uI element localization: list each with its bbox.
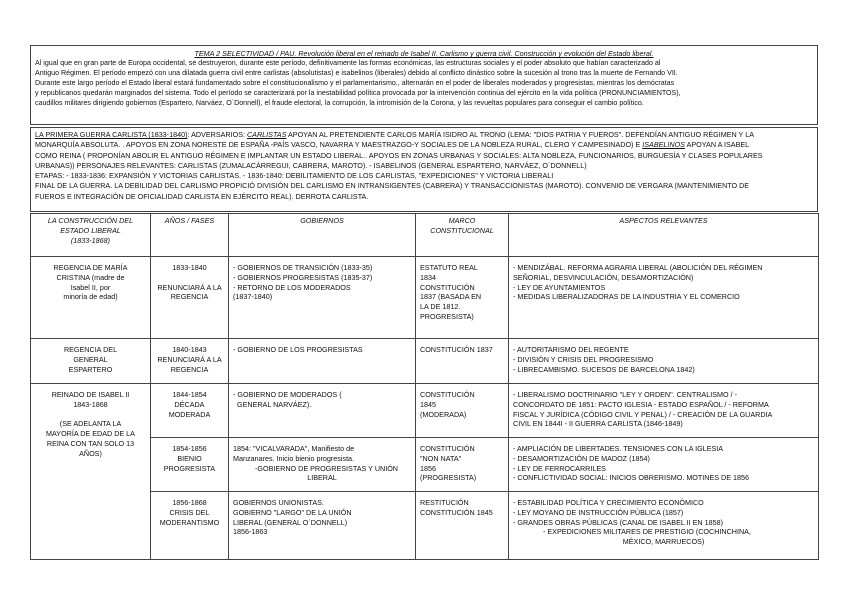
cell-aspects: - MENDIZÁBAL. REFORMA AGRARIA LIBERAL (ABOLICIÓN DEL RÉGIMEN SEÑORIAL, DESVINCULACIÓN, DESAMORTIZACIÓN) - LEY DE AYUNTAMIENTOS - MEDIDAS LIBERALIZADORAS DE LA INDUSTRIA Y EL COMERCIO <box>509 257 819 339</box>
war-line-1: LA PRIMERA GUERRA CARLISTA (1833-1840): ADVERSARIOS: CARLISTAS APOYAN AL PRETENDIENTE CARLOS MARÍA ISIDRO AL TRONO (LEMA: "DIOS PATRIA Y FUEROS". DEFENDÍAN ANTIGUO RÉGIMEN Y LA <box>35 130 755 139</box>
carlistas-label: CARLISTAS <box>246 130 287 139</box>
header-constitution: MARCO CONSTITUCIONAL <box>416 214 509 257</box>
carlist-war-box <box>30 127 818 212</box>
cell-aspects: - AMPLIACIÓN DE LIBERTADES. TENSIONES CON LA IGLESIA - DESAMORTIZACIÓN DE MADOZ (1854) - LEY DE FERROCARRILES - CONFLICTIVIDAD SOCIAL: INICIOS OBRERISMO. MOTINES DE 1856 <box>509 438 819 492</box>
intro-line: caudillos militares dirigiendo gobiernos (Espartero, Narváez, O´Donnell), el fraude electoral, la corrupción, la intromisión de la Corona, y las revueltas populares para conseguir el cambio político. <box>35 99 644 107</box>
cell-aspects: - ESTABILIDAD POLÍTICA Y CRECIMIENTO ECONÓMICO - LEY MOYANO DE INSTRUCCIÓN PÚBLICA (1857) - GRANDES OBRAS PÚBLICAS (CANAL DE ISABEL II EN 1858) - EXPEDICIONES MILITARES DE PRESTIGIO (COCHINCHINA, MÉXICO, MARRUECOS) <box>509 492 819 560</box>
isabelinos-label: ISABELINOS <box>642 140 685 150</box>
cell-period: REINADO DE ISABEL II 1843-1868 (SE ADELANTA LA MAYORÍA DE EDAD DE LA REINA CON TAN SOLO 13 AÑOS) <box>31 384 151 560</box>
table-row <box>31 257 819 339</box>
cell-aspects: - LIBERALISMO DOCTRINARIO "LEY Y ORDEN". CENTRALISMO / - CONCORDATO DE 1851: PACTO IGLESIA - ESTADO ESPAÑOL / - REFORMA FISCAL Y JURÍDICA (CÓDIGO CIVIL Y PENAL) / - CREACIÓN DE LA GUARDIA CIVIL EN 1844I - II GUERRA CARLISTA (1846-1849) <box>509 384 819 438</box>
war-line-6: FINAL DE LA GUERRA. LA DEBILIDAD DEL CARLISMO PROPICIÓ DIVISIÓN DEL CARLISMO EN INTRANSIGENTES (CABRERA) Y TRANSACCIONISTAS (MAROTO). CONVENIO DE VERGARA (MANTENIMIENTO DE <box>35 181 750 191</box>
intro-line: y republicanos quedarán marginados del sistema. Todo el período se caracterizará por la inestabilidad política provocada por la intervención continua del ejército en la vida política (PRONUNCIAMIENTOS), <box>35 89 681 97</box>
war-line-5: ETAPAS: - 1833-1836: EXPANSIÓN Y VICTORIAS CARLISTAS. - 1836-1840: DEBILITAMIENTO DE LOS CARLISTAS, "EXPEDICIONES" Y VICTORIA LIBERALI <box>35 171 554 181</box>
cell-constitution: RESTITUCIÓN CONSTITUCIÓN 1845 <box>416 492 509 560</box>
war-line-4: URBANAS)) PERSONAJES RELEVANTES: CARLISTAS (ZUMALACÁRREGUI, CABRERA, MAROTO). - ISABELINOS (GENERAL ESPARTERO, NARVÁEZ, O´DONNELL) <box>35 160 587 170</box>
cell-years: 1856-1868 CRISIS DEL MODERANTISMO <box>151 492 229 560</box>
intro-paragraph <box>35 58 813 108</box>
cell-years: 1854-1856 BIENIO PROGRESISTA <box>151 438 229 492</box>
war-line-2: MONARQUÍA ABSOLUTA. . APOYOS EN ZONA NORESTE DE ESPAÑA -PAÍS VASCO, NAVARRA Y MAESTRAZGO-Y SOCIALES DE LA NOBLEZA RURAL, CLERO Y CAMPESINADO) E ISABELINOS APOYAN A ISABEL <box>35 140 750 150</box>
cell-period: REGENCIA DE MARÍA CRISTINA (madre de Isabel II, por minoría de edad) <box>31 257 151 339</box>
liberal-state-table <box>30 213 819 560</box>
header-governments: GOBIERNOS <box>229 214 416 257</box>
cell-constitution: CONSTITUCIÓN 1837 <box>416 339 509 384</box>
header-construction: LA CONSTRUCCIÓN DEL ESTADO LIBERAL (1833-1868) <box>31 214 151 257</box>
cell-governments: GOBIERNOS UNIONISTAS. GOBIERNO "LARGO" DE LA UNIÓN LIBERAL (GENERAL O´DONNELL) 1856-1863 <box>229 492 416 560</box>
cell-governments: - GOBIERNOS DE TRANSICIÓN (1833-35) - GOBIERNOS PROGRESISTAS (1835-37) - RETORNO DE LOS MODERADOS (1837-1840) <box>229 257 416 339</box>
war-heading: LA PRIMERA GUERRA CARLISTA (1833-1840) <box>35 130 188 139</box>
table-header-row <box>31 214 819 257</box>
header-years: AÑOS / FASES <box>151 214 229 257</box>
document-title: TEMA 2 SELECTIVIDAD / PAU. Revolución liberal en el reinado de Isabel II. Carlismo y guerra civil. Construcción y evolución del Estado liberal. <box>194 49 654 58</box>
cell-constitution: ESTATUTO REAL 1834 CONSTITUCIÓN 1837 (BASADA EN LA DE 1812. PROGRESISTA) <box>416 257 509 339</box>
table-row <box>31 339 819 384</box>
table-row <box>31 384 819 438</box>
cell-years: 1840-1843 RENUNCIARÁ A LA REGENCIA <box>151 339 229 384</box>
cell-governments: 1854: "VICALVARADA", Manifiesto de Manzanares. Inicio bienio progresista. -GOBIERNO DE PROGRESISTAS Y UNIÓN LIBERAL <box>229 438 416 492</box>
cell-years: 1833-1840 RENUNCIARÁ A LA REGENCIA <box>151 257 229 339</box>
cell-governments: - GOBIERNO DE MODERADOS ( GENERAL NARVÁEZ). <box>229 384 416 438</box>
war-line-3: COMO REINA ( PROPONÍAN ABOLIR EL ANTIGUO RÉGIMEN E IMPLANTAR UN ESTADO LIBERAL.. APOYOS EN ZONAS URBANAS Y SOCIALES: ALTA NOBLEZA, FUNCIONARIOS, BURGUESÍA Y CLASES POPULARES <box>35 150 763 160</box>
intro-line: Antiguo Régimen. El período empezó con una dilatada guerra civil entre carlistas (absolutistas) e isabelinos (liberales) debido al conflicto dinástico sobre la sucesión al trono tras la muerte de Fernando VII. <box>35 69 678 77</box>
cell-period: REGENCIA DEL GENERAL ESPARTERO <box>31 339 151 384</box>
cell-constitution: CONSTITUCIÓN "NON NATA" 1856 (PROGRESISTA) <box>416 438 509 492</box>
intro-line: Al igual que en gran parte de Europa occidental, se destruyeron, durante este período, definitivamente las formas económicas, las estructuras sociales y el poder absoluto que habían caracterizado al <box>35 59 661 67</box>
intro-line: Durante este largo período el Estado liberal estará fundamentado sobre el constitucionalismo y el parlamentarismo., alternarán en el poder de liberales moderados y progresistas, mientras los demócratas <box>35 79 675 87</box>
cell-aspects: - AUTORITARISMO DEL REGENTE - DIVISIÓN Y CRISIS DEL PROGRESISMO - LIBRECAMBISMO. SUCESOS DE BARCELONA 1842) <box>509 339 819 384</box>
cell-years: 1844-1854 DÉCADA MODERADA <box>151 384 229 438</box>
war-line-7: FUEROS E INTEGRACIÓN DE OFICIALIDAD CARLISTA EN EJÉRCITO REAL). DERROTA CARLISTA. <box>35 191 369 201</box>
header-aspects: ASPECTOS RELEVANTES <box>509 214 819 257</box>
cell-constitution: CONSTITUCIÓN 1845 (MODERADA) <box>416 384 509 438</box>
cell-governments: - GOBIERNO DE LOS PROGRESISTAS <box>229 339 416 384</box>
intro-box <box>30 45 818 125</box>
